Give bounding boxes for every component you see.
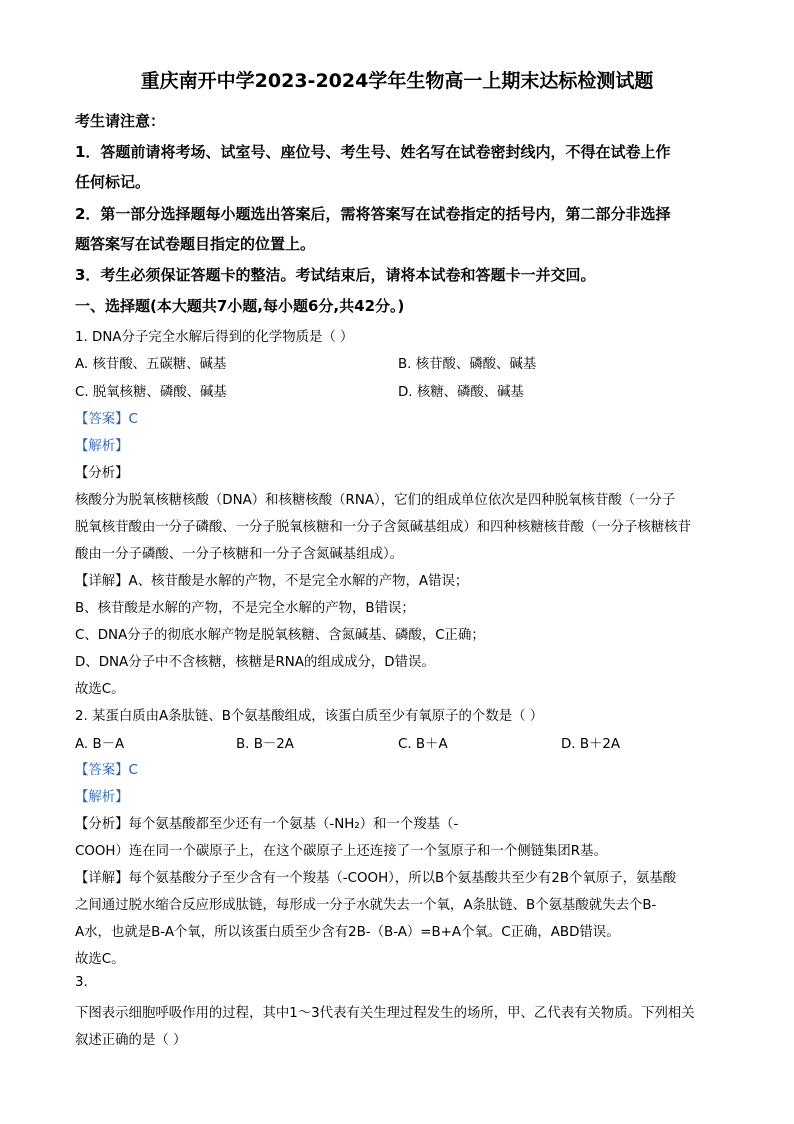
q3-stem-line: 叙述正确的是（ ）	[75, 1033, 187, 1048]
q1-detail-line: B、核苷酸是水解的产物，不是完全水解的产物，B错误；	[75, 601, 415, 616]
q1-fenxi-line: 酸由一分子磷酸、一分子核糖和一分子含氮碱基组成）。	[75, 547, 404, 562]
q2-option-c: C. B＋A	[398, 737, 448, 752]
q2-detail-line: 【详解】每个氨基酸分子至少含有一个羧基（-COOH），所以B个氨基酸共至少有2B个氧原子，氨基酸	[75, 871, 677, 886]
q1-conclusion: 故选C。	[75, 682, 125, 697]
q1-answer: 【答案】C	[75, 412, 138, 427]
notice-item-3: 3．考生必须保证答题卡的整洁。考试结束后，请将本试卷和答题卡一并交回。	[75, 266, 596, 284]
notice-item-2: 2．第一部分选择题每小题选出答案后，需将答案写在试卷指定的括号内，第二部分非选择	[75, 205, 671, 223]
q2-analysis-label: 【解析】	[75, 790, 129, 805]
q1-detail-line: D、DNA分子中不含核糖，核糖是RNA的组成成分，D错误。	[75, 655, 435, 670]
q2-option-b: B. B－2A	[236, 737, 294, 752]
q1-detail-line: 【详解】A、核苷酸是水解的产物，不是完全水解的产物，A错误；	[75, 574, 469, 589]
notice-item-1-cont: 任何标记。	[75, 173, 151, 191]
q2-fenxi-line: 【分析】每个氨基酸都至少还有一个氨基（-NH₂）和一个羧基（-	[75, 817, 459, 832]
q1-analysis-label: 【解析】	[75, 439, 129, 454]
q2-detail-line: 之间通过脱水缩合反应形成肽链，每形成一分子水就失去一个氧，A条肽链、B个氨基酸就失去个B-	[75, 898, 657, 913]
notice-item-2-cont: 题答案写在试卷题目指定的位置上。	[75, 235, 316, 253]
q1-detail-line: C、DNA分子的彻底水解产物是脱氧核糖、含氮碱基、磷酸，C正确；	[75, 628, 485, 643]
q2-stem: 2. 某蛋白质由A条肽链、B个氨基酸组成，该蛋白质至少有氧原子的个数是（ ）	[75, 709, 544, 724]
page-title: 重庆南开中学2023-2024学年生物高一上期末达标检测试题	[140, 70, 654, 92]
q3-stem-line: 下图表示细胞呼吸作用的过程，其中1～3代表有关生理过程发生的场所，甲、乙代表有关物质。下列相关	[75, 1006, 695, 1021]
q3-number: 3.	[75, 975, 88, 990]
q2-conclusion: 故选C。	[75, 952, 125, 967]
q1-fenxi-line: 核酸分为脱氧核糖核酸（DNA）和核糖核酸（RNA），它们的组成单位依次是四种脱氧核苷酸（一分子	[75, 493, 676, 508]
q1-stem: 1. DNA分子完全水解后得到的化学物质是（ ）	[75, 330, 354, 345]
q1-option-a: A. 核苷酸、五碳糖、碱基	[75, 357, 227, 372]
q1-option-d: D. 核糖、磷酸、碱基	[398, 385, 524, 400]
q2-fenxi-line: COOH）连在同一个碳原子上，在这个碳原子上还连接了一个氢原子和一个侧链集团R基。	[75, 844, 607, 859]
q1-option-c: C. 脱氧核糖、磷酸、碱基	[75, 385, 227, 400]
notice-item-1: 1．答题前请将考场、试室号、座位号、考生号、姓名写在试卷密封线内，不得在试卷上作	[75, 143, 671, 161]
q2-answer: 【答案】C	[75, 763, 138, 778]
q1-option-b: B. 核苷酸、磷酸、碱基	[398, 357, 537, 372]
q2-option-d: D. B＋2A	[561, 737, 621, 752]
q2-option-a: A. B－A	[75, 737, 125, 752]
q2-detail-line: A水，也就是B-A个氧，所以该蛋白质至少含有2B-（B-A）=B+A个氧。C正确，ABD错误。	[75, 925, 620, 940]
section-heading: 一、选择题(本大题共7小题,每小题6分,共42分。)	[75, 297, 405, 315]
notice-heading: 考生请注意：	[75, 112, 166, 130]
q1-fenxi-line: 脱氧核苷酸由一分子磷酸、一分子脱氧核糖和一分子含氮碱基组成）和四种核糖核苷酸（一分子核糖核苷	[75, 520, 691, 535]
q1-fenxi-label: 【分析】	[75, 466, 129, 481]
